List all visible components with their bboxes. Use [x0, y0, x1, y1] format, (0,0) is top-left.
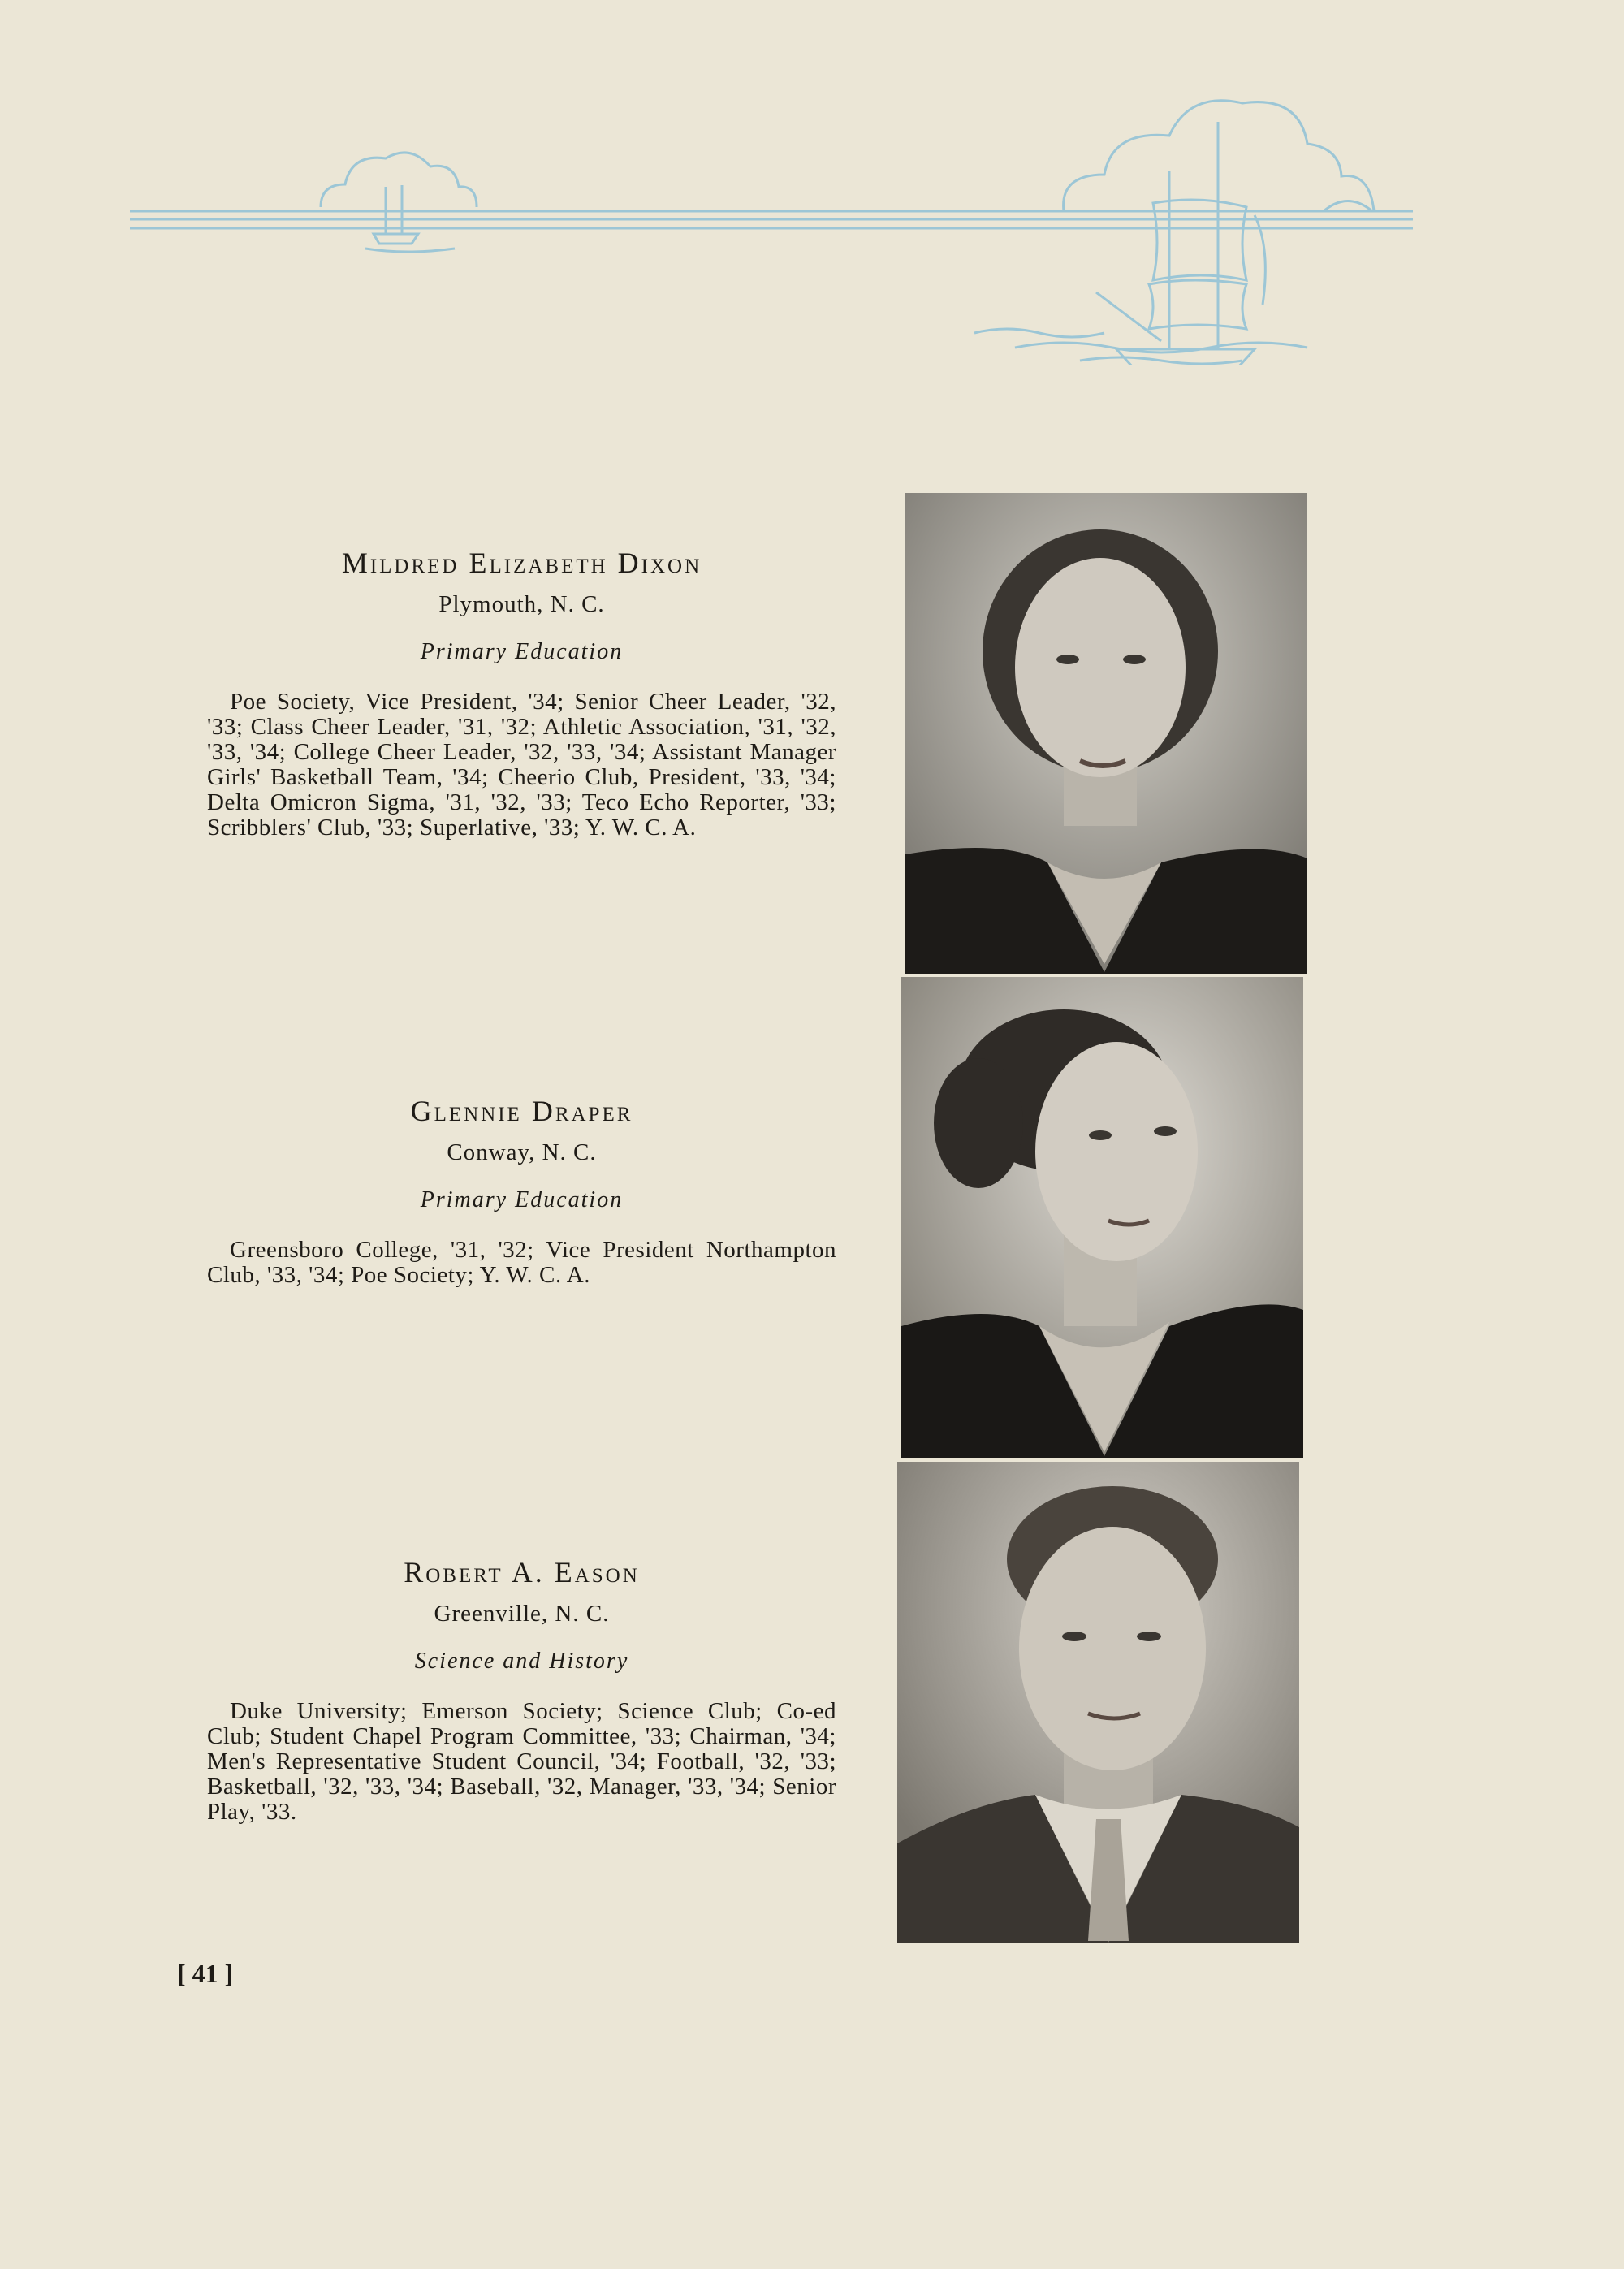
ship-ornament-header: [122, 89, 1421, 365]
student-major: Primary Education: [420, 639, 624, 664]
student-activities: Poe Society, Vice President, '34; Senior Cheer Leader, '32, '33; Class Cheer Leader, '31, '32; Athletic Association, '31, '32, '33, '34; College Cheer Leader, '32, '33, '34; Assistant Manager Girls' Basketball Team, '34; Cheerio Club, President, '33, '34; Delta Omicron Sigma, '31, '32, '33; Teco Echo Reporter, '33; Scribblers' Club, '33; Superlative, '33; Y. W. C. A.: [207, 689, 836, 841]
sailing-ship-icon: [1096, 122, 1265, 365]
portrait-photo: [901, 977, 1303, 1458]
student-activities: Greensboro College, '31, '32; Vice President Northampton Club, '33, '34; Poe Society; Y. W. C. A.: [207, 1237, 836, 1288]
student-entry: [207, 1094, 836, 1288]
student-entry: [207, 546, 836, 841]
student-hometown: Plymouth, N. C.: [438, 591, 605, 617]
student-name: Mildred Elizabeth Dixon: [341, 547, 702, 579]
page-number: [ 41 ]: [177, 1959, 234, 1988]
portrait-photo: [905, 493, 1307, 974]
student-hometown: Greenville, N. C.: [434, 1601, 610, 1627]
student-activities: Duke University; Emerson Society; Science Club; Co-ed Club; Student Chapel Program Committee, '33; Chairman, '34; Men's Representative Student Council, '34; Football, '32, '33; Basketball, '32, '33, '34; Baseball, '32, Manager, '33, '34; Senior Play, '33.: [207, 1698, 836, 1825]
student-major: Primary Education: [420, 1187, 624, 1212]
student-major: Science and History: [414, 1649, 629, 1674]
student-hometown: Conway, N. C.: [447, 1139, 597, 1165]
student-name: Robert A. Eason: [404, 1556, 640, 1588]
student-name: Glennie Draper: [410, 1095, 633, 1127]
student-entry: [207, 1555, 836, 1825]
portrait-photo: [897, 1462, 1299, 1943]
